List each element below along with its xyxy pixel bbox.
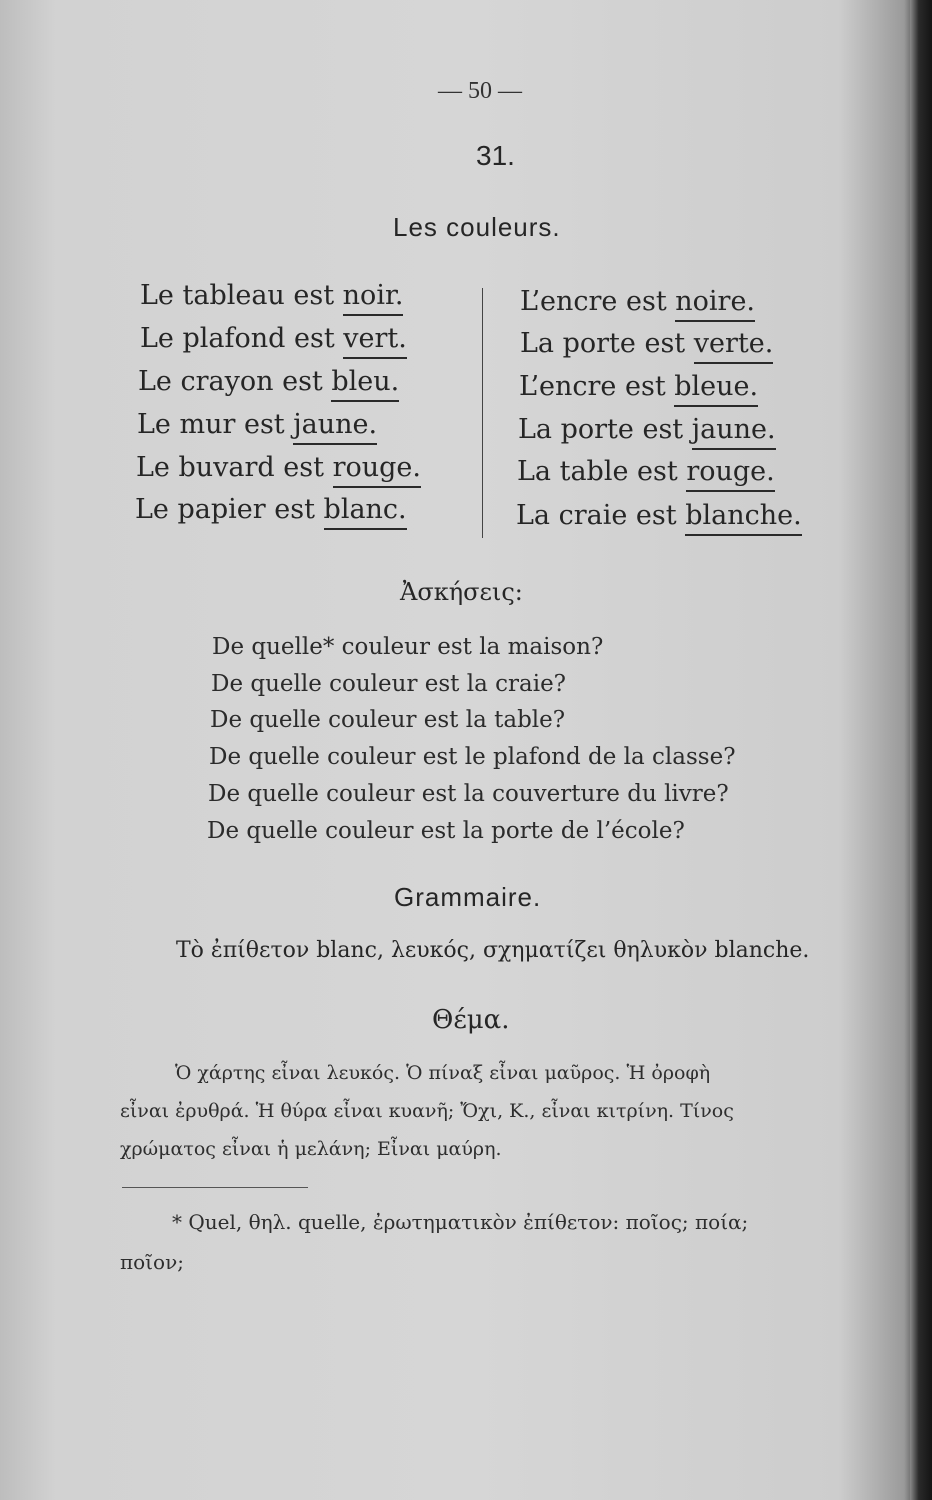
color-word: blanche.: [685, 500, 801, 536]
sentence-line: La table est rouge.: [517, 456, 775, 492]
book-spine: [910, 0, 932, 1500]
color-word: rouge.: [333, 452, 421, 488]
sentence-line: Le papier est blanc.: [135, 494, 407, 530]
exercises-heading: Ἀσκήσεις:: [400, 578, 523, 606]
lesson-number: 31.: [476, 140, 515, 171]
theme-line: Ὁ χάρτης εἶναι λευκός. Ὁ πίναξ εἶναι μαῦρος. Ἡ ὀροφὴ: [175, 1062, 711, 1084]
sentence-line: La porte est jaune.: [518, 414, 776, 450]
question-line: De quelle couleur est la table?: [210, 707, 566, 733]
column-divider: [482, 288, 483, 538]
grammar-rule: Τὸ ἐπίθετον blanc, λευκός, σχηματίζει θηλυκὸν blanche.: [176, 938, 810, 963]
question-line: De quelle couleur est la craie?: [211, 671, 567, 697]
sentence-line: Le tableau est noir.: [140, 280, 403, 316]
footnote-line: * Quel, θηλ. quelle, ἐρωτηματικὸν ἐπίθετον: ποῖος; ποία;: [172, 1210, 749, 1234]
color-word: verte.: [694, 328, 774, 364]
question-line: De quelle* couleur est la maison?: [212, 634, 604, 660]
theme-line: εἶναι ἐρυθρά. Ἡ θύρα εἶναι κυανῆ; Ὄχι, Κ., εἶναι κιτρίνη. Τίνος: [120, 1100, 734, 1122]
sentence-line: La porte est verte.: [520, 328, 773, 364]
color-word: jaune.: [692, 414, 776, 450]
color-word: rouge.: [686, 456, 774, 492]
sentence-line: Le buvard est rouge.: [136, 452, 421, 488]
sentence-line: L’encre est bleue.: [519, 371, 758, 407]
lesson-title: Les couleurs.: [393, 212, 561, 242]
color-word: jaune.: [293, 409, 377, 445]
page-number: — 50 —: [438, 78, 522, 104]
sentence-line: Le plafond est vert.: [140, 323, 407, 359]
grammar-heading: Grammaire.: [394, 882, 542, 912]
color-word: noir.: [343, 280, 404, 316]
color-word: blanc.: [324, 494, 407, 530]
color-word: bleu.: [331, 366, 399, 402]
sentence-line: Le crayon est bleu.: [138, 366, 399, 402]
sentence-line: La craie est blanche.: [516, 500, 802, 536]
question-line: De quelle couleur est le plafond de la classe?: [209, 744, 736, 770]
question-line: De quelle couleur est la couverture du livre?: [208, 781, 729, 807]
sentence-line: Le mur est jaune.: [137, 409, 377, 445]
color-word: noire.: [675, 286, 755, 322]
footnote-line: ποῖον;: [120, 1250, 184, 1274]
sentence-line: L’encre est noire.: [520, 286, 755, 322]
question-line: De quelle couleur est la porte de l’école?: [207, 818, 685, 844]
theme-line: χρώματος εἶναι ἡ μελάνη; Εἶναι μαύρη.: [120, 1138, 502, 1160]
color-word: bleue.: [674, 371, 758, 407]
footnote-separator: [122, 1187, 308, 1188]
color-word: vert.: [343, 323, 407, 359]
theme-heading: Θέμα.: [432, 1005, 510, 1035]
